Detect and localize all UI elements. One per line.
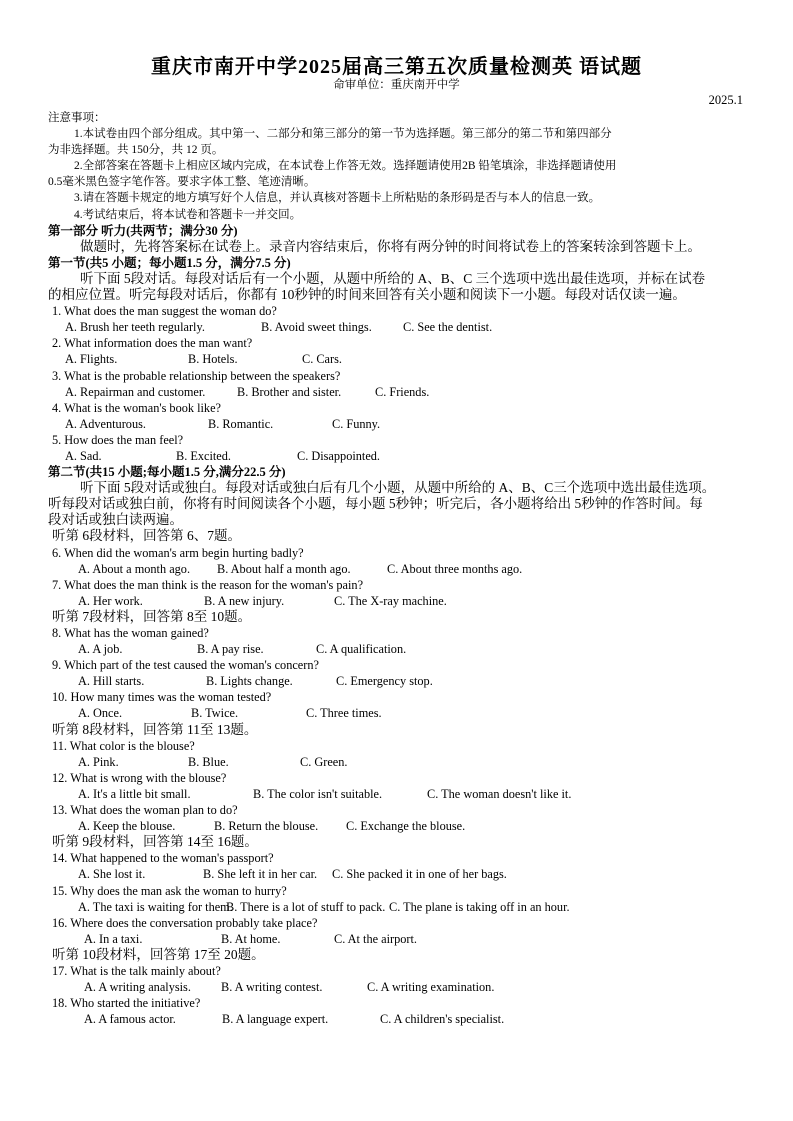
option-b[interactable]: B. Excited. [176, 448, 231, 463]
question-options [48, 448, 748, 464]
option-b[interactable]: B. The color isn't suitable. [253, 786, 383, 801]
option-b[interactable]: B. Return the blouse. [214, 819, 319, 834]
option-c[interactable]: C. A qualification. [316, 642, 407, 657]
part1-heading: 第一部分 听力(共两节；满分30 分) [48, 223, 238, 238]
question-stem: 7. What does the man think is the reason for the woman's pain? [52, 577, 364, 592]
option-c[interactable]: C. Cars. [302, 352, 342, 367]
option-a[interactable]: A. About a month ago. [78, 561, 191, 576]
option-b[interactable]: B. Romantic. [208, 416, 274, 431]
question-options [48, 319, 748, 335]
question-options [48, 786, 748, 802]
option-b[interactable]: B. Avoid sweet things. [261, 320, 372, 335]
option-a[interactable]: A. She lost it. [78, 867, 146, 882]
option-a[interactable]: A. A job. [78, 642, 123, 657]
question-stem: 4. What is the woman's book like? [52, 400, 221, 415]
question-stem: 12. What is wrong with the blouse? [52, 770, 227, 785]
option-a[interactable]: A. Hill starts. [78, 674, 145, 689]
notice-item: 2.全部答案在答题卡上相应区域内完成，在本试卷上作答无效。选择题请使用2B 铅笔填涂，非选择题请使用 [74, 160, 617, 173]
question-options [48, 754, 748, 770]
option-a[interactable]: A. Flights. [65, 352, 118, 367]
notice-item: 3.请在答题卡规定的地方填写好个人信息，并认真核对答题卡上所粘贴的条形码是否与本人的信息一致。 [74, 192, 601, 205]
option-b[interactable]: B. A language expert. [222, 1012, 329, 1027]
question-options [48, 561, 748, 577]
notice-item: 1.本试卷由四个部分组成。其中第一、二部分和第三部分的第一节为选择题。第三部分的第二节和第四部分 [74, 128, 612, 141]
option-b[interactable]: B. About half a month ago. [217, 561, 351, 576]
option-a[interactable]: A. A writing analysis. [84, 980, 191, 995]
option-a[interactable]: A. Sad. [65, 448, 102, 463]
question-options [48, 351, 748, 367]
option-c[interactable]: C. See the dentist. [403, 320, 493, 335]
question-stem: 13. What does the woman plan to do? [52, 803, 238, 818]
page-subtitle: 命审单位：重庆南开中学 [333, 79, 460, 91]
question-stem: 9. Which part of the test caused the woman's concern? [52, 658, 319, 673]
question-options [48, 866, 748, 882]
option-b[interactable]: B. Lights change. [206, 674, 293, 689]
question-stem: 3. What is the probable relationship between the speakers? [52, 368, 341, 383]
question-options [48, 641, 748, 657]
question-options [48, 384, 748, 400]
material-instruction: 听第 9段材料，回答第 14至 16题。 [52, 834, 258, 850]
section1-questions [48, 303, 748, 464]
option-c[interactable]: C. She packed it in one of her bags. [332, 867, 507, 882]
notice-item: 4.考试结束后，将本试卷和答题卡一并交回。 [74, 208, 302, 221]
option-c[interactable]: C. Friends. [375, 384, 430, 399]
question-stem: 6. When did the woman's arm begin hurting badly? [52, 545, 304, 560]
notice-item: 为非选择题。共 150分，共 12 页。 [48, 144, 224, 157]
option-c[interactable]: C. Exchange the blouse. [346, 819, 466, 834]
question-stem: 2. What information does the man want? [52, 336, 253, 351]
part1-instruction: 做题时，先将答案标在试卷上。录音内容结束后，你将有两分钟的时间将试卷上的答案转涂到答题卡上。 [80, 238, 701, 254]
option-b[interactable]: B. A writing contest. [221, 980, 323, 995]
option-b[interactable]: B. At home. [221, 931, 281, 946]
option-a[interactable]: A. In a taxi. [84, 931, 143, 946]
section1-instruction: 听下面 5段对话。每段对话后有一个小题，从题中所给的 A、B、C 三个选项中选出最佳选项，并标在试卷 [80, 270, 706, 286]
section2-instruction: 段对话或独白读两遍。 [48, 512, 183, 528]
option-c[interactable]: C. The woman doesn't like it. [427, 786, 572, 801]
option-c[interactable]: C. A writing examination. [367, 980, 495, 995]
notice-item: 0.5毫米黑色签字笔作答。要求字体工整、笔迹清晰。 [48, 176, 316, 189]
question-stem: 10. How many times was the woman tested? [52, 690, 272, 705]
option-c[interactable]: C. About three months ago. [387, 561, 523, 576]
section2-instruction: 听下面 5段对话或独白。每段对话或独白后有几个小题，从题中所给的 A、B、C三个选项中选出最佳选项。 [80, 480, 716, 496]
question-options [48, 899, 748, 915]
question-options [48, 979, 748, 995]
option-b[interactable]: B. Hotels. [188, 352, 238, 367]
option-a[interactable]: A. The taxi is waiting for them. [78, 899, 233, 914]
question-stem: 16. Where does the conversation probably take place? [52, 915, 318, 930]
question-options [48, 1011, 748, 1027]
material-instruction: 听第 7段材料，回答第 8至 10题。 [52, 608, 252, 624]
option-b[interactable]: B. She left it in her car. [203, 867, 318, 882]
option-a[interactable]: A. A famous actor. [84, 1012, 176, 1027]
section2-heading: 第二节(共15 小题;每小题1.5 分,满分22.5 分) [48, 465, 286, 480]
section1-instruction: 的相应位置。听完每段对话后，你都有 10秒钟的时间来回答有关小题和阅读下一小题。每段对话仅读一遍。 [48, 287, 686, 303]
material-instruction: 听第 6段材料，回答第 6、7题。 [52, 528, 241, 544]
option-c[interactable]: C. Funny. [332, 416, 381, 431]
exam-content [48, 110, 748, 1027]
question-stem: 14. What happened to the woman's passport? [52, 851, 274, 866]
option-c[interactable]: C. A children's specialist. [380, 1012, 505, 1027]
question-options [48, 705, 748, 721]
option-c[interactable]: C. Disappointed. [297, 448, 380, 463]
option-c[interactable]: C. Three times. [306, 706, 382, 721]
option-a[interactable]: A. Her work. [78, 593, 143, 608]
material-instruction: 听第 10段材料，回答第 17至 20题。 [52, 946, 265, 962]
exam-date: 2025.1 [708, 93, 743, 107]
question-stem: 18. Who started the initiative? [52, 996, 201, 1011]
question-stem: 1. What does the man suggest the woman do? [52, 304, 277, 319]
question-options [48, 673, 748, 689]
option-a[interactable]: A. Keep the blouse. [78, 819, 176, 834]
section1-heading: 第一节(共5 小题；每小题1.5 分，满分7.5 分) [48, 255, 291, 270]
material-instruction: 听第 8段材料，回答第 11至 13题。 [52, 721, 258, 737]
page-title: 重庆市南开中学2025届高三第五次质量检测英 语试题 [151, 56, 642, 78]
option-a[interactable]: A. Brush her teeth regularly. [65, 320, 205, 335]
option-a[interactable]: A. Once. [78, 706, 123, 721]
option-c[interactable]: C. The X-ray machine. [334, 593, 447, 608]
question-options [48, 416, 748, 432]
question-options [48, 818, 748, 834]
option-a[interactable]: A. Pink. [78, 754, 119, 769]
question-stem: 17. What is the talk mainly about? [52, 963, 221, 978]
option-c[interactable]: C. Emergency stop. [336, 674, 433, 689]
question-stem: 15. Why does the man ask the woman to hurry? [52, 883, 287, 898]
notice-heading: 注意事项： [48, 112, 106, 124]
option-b[interactable]: B. A new injury. [204, 593, 285, 608]
section2-instruction: 听每段对话或独白前，你将有时间阅读各个小题，每小题 5秒钟；听完后，各小题将给出 5秒钟的作答时间。每 [48, 496, 703, 512]
section2-questions [48, 528, 748, 1027]
option-c[interactable]: C. The plane is taking off in an hour. [389, 899, 570, 914]
option-a[interactable]: A. Repairman and customer. [65, 384, 206, 399]
option-b[interactable]: B. Blue. [188, 754, 229, 769]
option-b[interactable]: B. Twice. [191, 706, 239, 721]
option-a[interactable]: A. Adventurous. [65, 416, 146, 431]
option-c[interactable]: C. Green. [300, 754, 348, 769]
question-stem: 8. What has the woman gained? [52, 626, 209, 640]
option-b[interactable]: B. Brother and sister. [237, 384, 342, 399]
question-stem: 5. How does the man feel? [52, 432, 184, 447]
option-c[interactable]: C. At the airport. [334, 931, 417, 946]
question-stem: 11. What color is the blouse? [52, 738, 195, 753]
question-options [48, 931, 748, 947]
option-b[interactable]: B. A pay rise. [197, 642, 264, 657]
option-b[interactable]: B. There is a lot of stuff to pack. [226, 899, 386, 914]
option-a[interactable]: A. It's a little bit small. [78, 786, 191, 801]
question-options [48, 593, 748, 609]
